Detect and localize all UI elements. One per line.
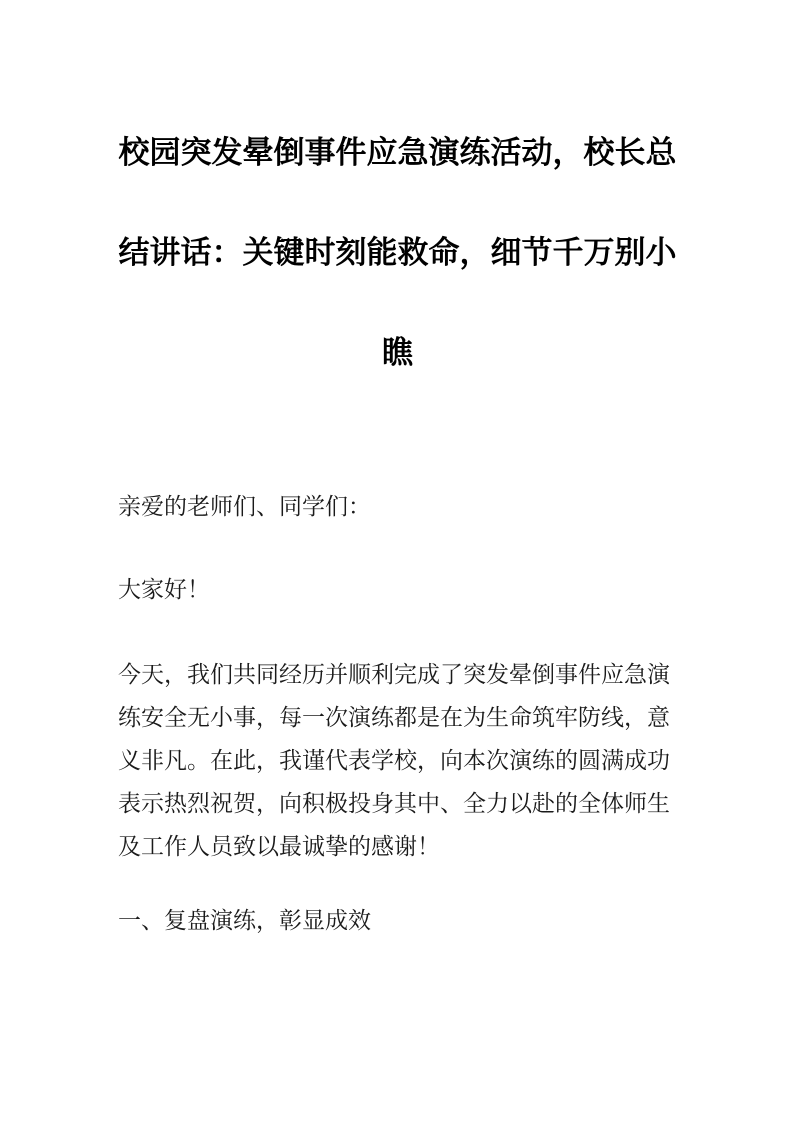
section-heading: 一、复盘演练，彰显成效 xyxy=(118,907,371,933)
document-title: 校园突发晕倒事件应急演练活动，校长总结讲话：关键时刻能救命，细节千万别小瞧 xyxy=(118,135,677,370)
body-paragraph: 今天，我们共同经历并顺利完成了突发晕倒事件应急演练安全无小事，每一次演练都是在为生命筑牢防线，意义非凡。在此，我谨代表学校，向本次演练的圆满成功表示热烈祝贺，向积极投身其中、全力以赴的全体师生及工作人员致以最诚挚的感谢！ xyxy=(118,661,670,859)
greeting-line: 大家好！ xyxy=(118,576,210,602)
salutation-line: 亲爱的老师们、同学们： xyxy=(118,493,371,519)
